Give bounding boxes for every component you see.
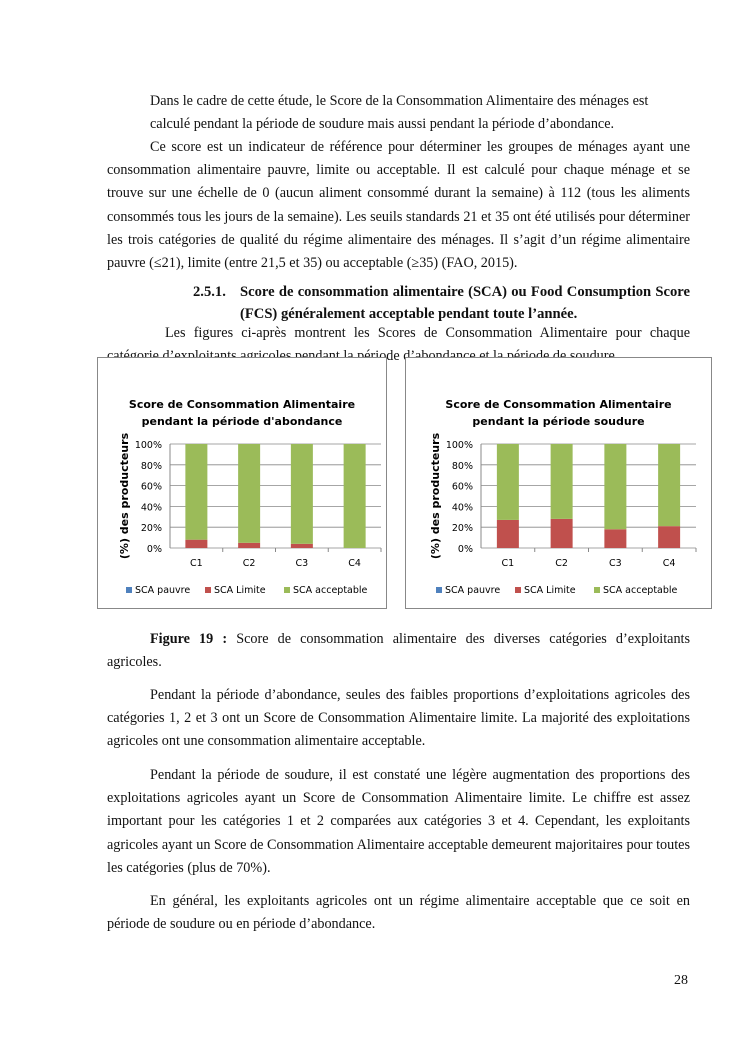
legend-label: SCA Limite	[214, 585, 266, 596]
legend-label: SCA acceptable	[603, 585, 678, 596]
bar-sca-limite	[604, 529, 626, 548]
legend-label: SCA acceptable	[293, 585, 368, 596]
x-tick-label: C2	[555, 558, 568, 569]
paragraph-abondance: Pendant la période d’abondance, seules des faibles proportions d’exploitations agricoles des catégories 1, 2 et 3 ont un Score de Consommation Alimentaire limite. La majorité des exploitations agricoles ont une consommation alimentaire acceptable.	[107, 687, 690, 750]
paragraph-figures-intro: Les figures ci-après montrent les Scores de Consommation Alimentaire pour chaque	[165, 325, 690, 341]
paragraph-soudure: Pendant la période de soudure, il est constaté une légère augmentation des proportions des exploitations agricoles ayant un Score de Consommation Alimentaire limite. Le chiffre est assez important pour les catégories 1 et 2 comparées aux catégories 3 et 4. Cependant, les exploitants agricoles ayant un Score de Consommation Alimentaire acceptable demeurent majoritaires pour toutes les catégories (plus de 70%).	[107, 767, 690, 876]
x-tick-label: C3	[295, 558, 309, 569]
y-tick-label: 20%	[451, 523, 473, 535]
y-tick-label: 40%	[451, 502, 473, 514]
figure-caption-text: Score de consommation alimentaire des diverses catégories d’exploitants agricoles.	[107, 631, 691, 671]
figure-label: Figure 19 :	[150, 631, 228, 647]
chart-abondance	[97, 357, 387, 609]
paragraph-conclusion: En général, les exploitants agricoles ont un régime alimentaire acceptable que ce soit en période de soudure ou en période d’abondance.	[107, 893, 690, 933]
x-tick-label: C4	[348, 558, 361, 569]
figure-caption	[107, 628, 690, 674]
bar-sca-limite	[658, 526, 680, 548]
x-tick-label: C1	[190, 558, 203, 569]
section-title: Score de consommation alimentaire (SCA) ou Food Consumption Score (FCS) généralement acceptable pendant toute l’année.	[240, 284, 690, 322]
y-tick-label: 0%	[457, 544, 473, 555]
x-tick-label: C3	[609, 558, 622, 569]
y-tick-label: 60%	[140, 481, 162, 493]
chart-title: Score de Consommation Alimentaire	[128, 398, 356, 411]
legend-swatch	[205, 587, 211, 593]
bar-sca-limite	[291, 544, 313, 548]
legend-label: SCA pauvre	[445, 585, 501, 596]
bar-sca-acceptable	[238, 444, 260, 543]
y-tick-label: 20%	[140, 523, 162, 535]
bar-sca-acceptable	[604, 444, 626, 529]
y-axis-label: (%) des producteurs	[118, 432, 131, 560]
bar-sca-limite	[551, 519, 573, 548]
y-tick-label: 60%	[451, 481, 473, 493]
chart-title: pendant la période d'abondance	[141, 415, 343, 428]
bar-sca-acceptable	[551, 444, 573, 519]
paragraph-score-definition: Ce score est un indicateur de référence pour déterminer les groupes de ménages ayant une consommation alimentaire pauvre, limite ou acceptable. Il est calculé pour chaque ménage et se trouve sur une échelle de 0 (aucun aliment consommé durant la semaine) à 112 (tous les aliments consommés tous les jours de la semaine). Les seuils standards 21 et 35 ont été utilisés pour déterminer les trois catégories de qualité du régime alimentaire des ménages. Il s’agit d’un régime alimentaire pauvre (≤21), limite (entre 21,5 et 35) ou acceptable (≥35) (FAO, 2015).	[107, 139, 690, 272]
y-tick-label: 80%	[140, 460, 162, 472]
page-number: 28	[674, 973, 688, 988]
y-tick-label: 0%	[146, 544, 162, 555]
x-tick-label: C1	[501, 558, 515, 569]
section-number: 2.5.1.	[193, 284, 226, 300]
chart-title: pendant la période soudure	[472, 415, 645, 428]
legend-swatch	[436, 587, 442, 593]
paragraph-intro-1: Dans le cadre de cette étude, le Score de la Consommation Alimentaire des ménages est	[150, 93, 649, 109]
bar-sca-limite	[238, 543, 260, 548]
legend-swatch	[126, 587, 132, 593]
x-tick-label: C4	[662, 558, 676, 569]
bar-sca-limite	[185, 540, 207, 548]
bar-sca-acceptable	[497, 444, 519, 520]
legend-label: SCA pauvre	[135, 585, 191, 596]
bar-sca-limite	[497, 520, 519, 548]
y-tick-label: 100%	[134, 440, 162, 451]
legend-label: SCA Limite	[524, 585, 576, 596]
y-tick-label: 100%	[445, 440, 473, 451]
bar-sca-acceptable	[291, 444, 313, 544]
bar-sca-acceptable	[344, 444, 366, 548]
bar-sca-acceptable	[185, 444, 207, 540]
chart-soudure	[405, 357, 712, 609]
y-axis-label: (%) des producteurs	[429, 432, 442, 560]
section-heading	[193, 281, 690, 325]
paragraph-intro-2: calculé pendant la période de soudure mais aussi pendant la période d’abondance.	[150, 116, 615, 132]
legend-swatch	[515, 587, 521, 593]
chart-title: Score de Consommation Alimentaire	[445, 398, 672, 411]
y-tick-label: 40%	[140, 502, 162, 514]
y-tick-label: 80%	[451, 460, 473, 472]
legend-swatch	[284, 587, 290, 593]
legend-swatch	[594, 587, 600, 593]
bar-sca-acceptable	[658, 444, 680, 526]
x-tick-label: C2	[242, 558, 256, 569]
